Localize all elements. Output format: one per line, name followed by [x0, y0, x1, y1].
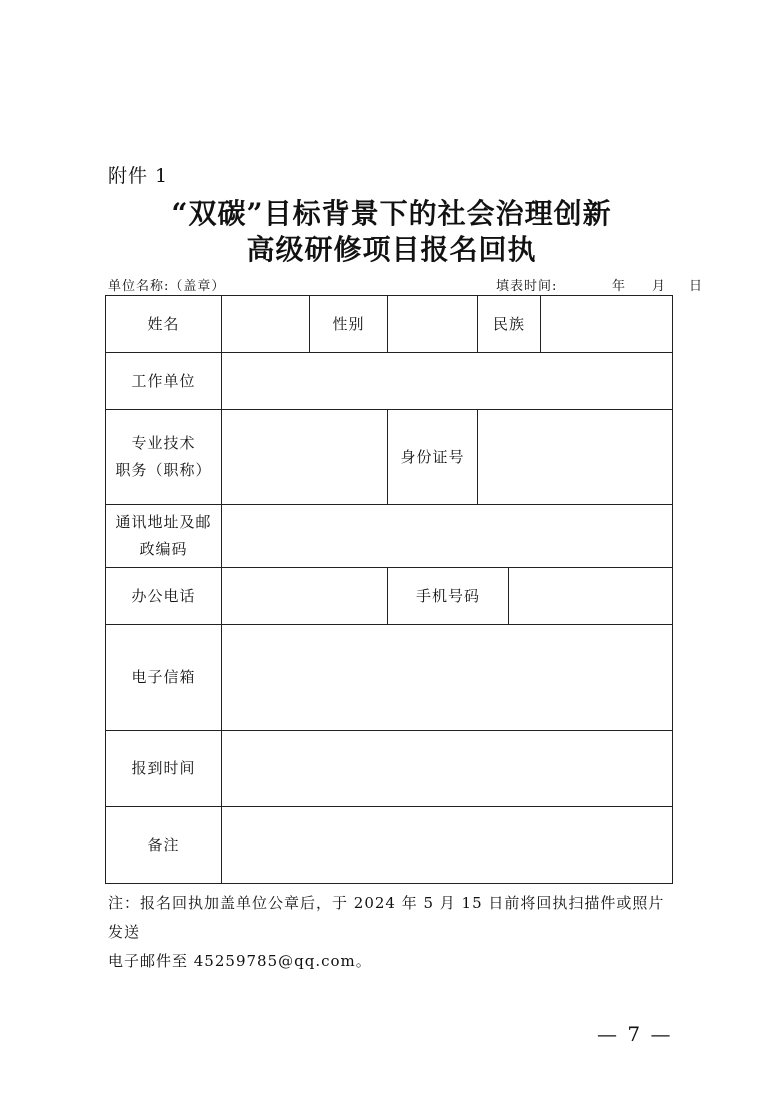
- office-phone-label: 办公电话: [106, 568, 222, 625]
- note-line1: 注：报名回执加盖单位公章后，于 2024 年 5 月 15 日前将回执扫描件或照片发送: [108, 894, 665, 941]
- note: [108, 889, 674, 976]
- name-field[interactable]: [222, 296, 310, 353]
- year-label: 年: [611, 279, 626, 294]
- email-field[interactable]: [222, 625, 673, 731]
- gender-label: 性别: [310, 296, 388, 353]
- report-time-field[interactable]: [222, 731, 673, 807]
- mobile-label: 手机号码: [388, 568, 509, 625]
- address-field[interactable]: [222, 505, 673, 568]
- professional-title-field[interactable]: [222, 410, 388, 505]
- ethnicity-field[interactable]: [541, 296, 673, 353]
- id-number-field[interactable]: [478, 410, 673, 505]
- ethnicity-label: 民族: [478, 296, 541, 353]
- fill-time-label: 填表时间:: [496, 279, 558, 294]
- remarks-field[interactable]: [222, 807, 673, 884]
- id-number-label: 身份证号: [388, 410, 478, 505]
- document-title-line2: 高级研修项目报名回执: [246, 233, 537, 266]
- remarks-label: 备注: [106, 807, 222, 884]
- page-number: — 7 —: [597, 1022, 673, 1046]
- workplace-field[interactable]: [222, 353, 673, 410]
- workplace-label: 工作单位: [106, 353, 222, 410]
- mobile-field[interactable]: [509, 568, 673, 625]
- day-label: 日: [688, 279, 703, 294]
- unit-name-label: 单位名称:（盖章）: [108, 279, 226, 294]
- attachment-label: 附件 1: [108, 165, 169, 187]
- gender-field[interactable]: [388, 296, 478, 353]
- professional-title-label: [106, 410, 222, 505]
- email-label: 电子信箱: [106, 625, 222, 731]
- document-title-line1: “双碳”目标背景下的社会治理创新: [171, 197, 612, 230]
- month-label: 月: [651, 279, 666, 294]
- address-label: [106, 505, 222, 568]
- office-phone-field[interactable]: [222, 568, 388, 625]
- report-time-label: 报到时间: [106, 731, 222, 807]
- note-line2: 电子邮件至 45259785@qq.com。: [108, 952, 372, 970]
- registration-form: [105, 295, 673, 884]
- address-line2: 政编码: [139, 540, 188, 558]
- address-line1: 通讯地址及邮: [115, 513, 212, 531]
- name-label: 姓名: [106, 296, 222, 353]
- professional-title-line2: 职务（职称）: [115, 461, 212, 479]
- professional-title-line1: 专业技术: [131, 434, 196, 452]
- fill-time: [496, 275, 703, 294]
